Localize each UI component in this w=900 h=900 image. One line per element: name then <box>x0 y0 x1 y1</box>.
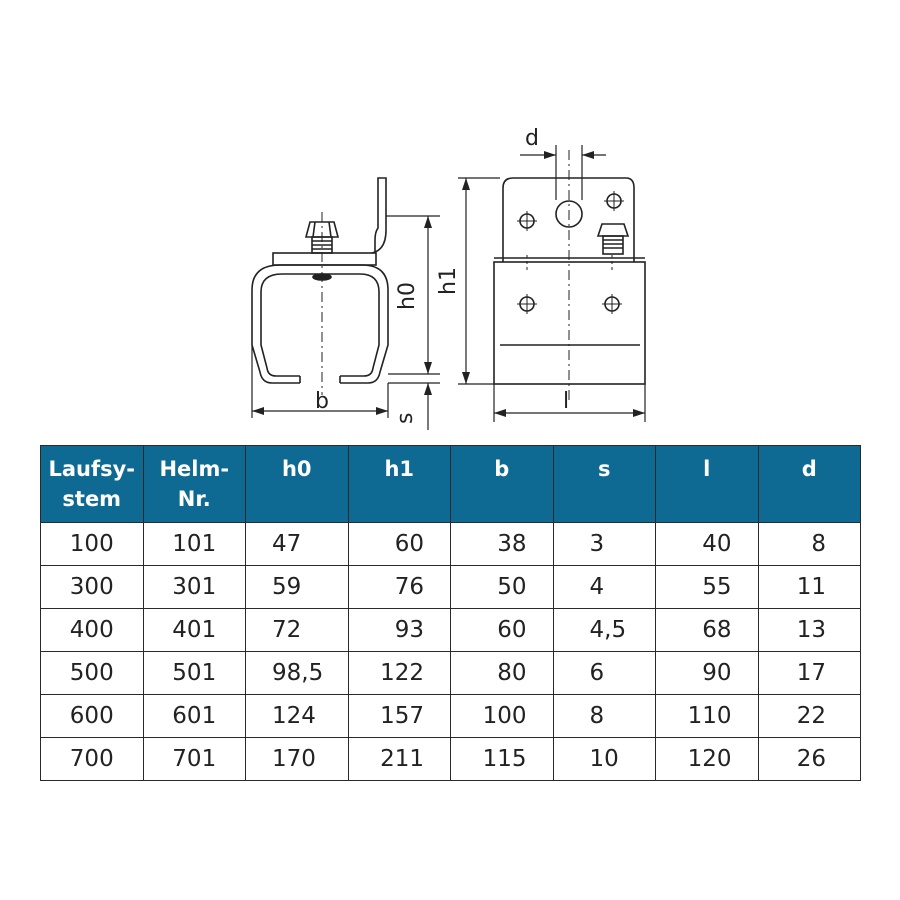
table-row <box>41 609 861 652</box>
header-h0: h0 <box>246 446 349 523</box>
table-row <box>41 695 861 738</box>
table-cell: 110 <box>656 695 759 738</box>
table-cell: 47 <box>246 523 349 566</box>
header-d: d <box>758 446 861 523</box>
table-cell: 8 <box>553 695 656 738</box>
table-cell: 501 <box>143 652 246 695</box>
table-cell: 301 <box>143 566 246 609</box>
side-view <box>494 150 645 400</box>
table-cell: 93 <box>348 609 451 652</box>
table-cell: 8 <box>758 523 861 566</box>
table-row <box>41 652 861 695</box>
header-h1: h1 <box>348 446 451 523</box>
label-h0: h0 <box>395 282 420 310</box>
table-cell: 60 <box>451 609 554 652</box>
table-row <box>41 738 861 781</box>
table-cell: 124 <box>246 695 349 738</box>
table-cell: 68 <box>656 609 759 652</box>
table-cell: 11 <box>758 566 861 609</box>
table-cell: 76 <box>348 566 451 609</box>
table-cell: 115 <box>451 738 554 781</box>
table-cell: 13 <box>758 609 861 652</box>
table-cell: 4 <box>553 566 656 609</box>
table-cell: 120 <box>656 738 759 781</box>
table-cell: 38 <box>451 523 554 566</box>
table-cell: 72 <box>246 609 349 652</box>
header-b: b <box>451 446 554 523</box>
table-cell: 101 <box>143 523 246 566</box>
header-helm-nr: Helm- Nr. <box>143 446 246 523</box>
table-cell: 55 <box>656 566 759 609</box>
table-cell: 401 <box>143 609 246 652</box>
table-cell: 701 <box>143 738 246 781</box>
table-cell: 10 <box>553 738 656 781</box>
table-cell: 601 <box>143 695 246 738</box>
label-l: l <box>563 389 570 414</box>
header-laufsystem: Laufsy- stem <box>41 446 144 523</box>
table-cell: 100 <box>451 695 554 738</box>
label-d: d <box>525 126 539 151</box>
dimension-table <box>40 445 861 781</box>
table-cell: 100 <box>41 523 144 566</box>
table-cell: 40 <box>656 523 759 566</box>
table-row <box>41 523 861 566</box>
table-cell: 60 <box>348 523 451 566</box>
table-cell: 400 <box>41 609 144 652</box>
table-cell: 600 <box>41 695 144 738</box>
table-cell: 50 <box>451 566 554 609</box>
table-cell: 4,5 <box>553 609 656 652</box>
table-cell: 157 <box>348 695 451 738</box>
table-cell: 26 <box>758 738 861 781</box>
table-cell: 3 <box>553 523 656 566</box>
table-cell: 500 <box>41 652 144 695</box>
table-cell: 59 <box>246 566 349 609</box>
table-cell: 211 <box>348 738 451 781</box>
table-cell: 700 <box>41 738 144 781</box>
label-s: s <box>393 412 418 424</box>
table-cell: 170 <box>246 738 349 781</box>
table-cell: 300 <box>41 566 144 609</box>
header-l: l <box>656 446 759 523</box>
table-cell: 122 <box>348 652 451 695</box>
table-cell: 6 <box>553 652 656 695</box>
front-view <box>252 178 388 395</box>
table-cell: 80 <box>451 652 554 695</box>
table-cell: 90 <box>656 652 759 695</box>
table-header-row <box>41 446 861 523</box>
header-s: s <box>553 446 656 523</box>
label-b: b <box>315 389 329 414</box>
label-h1: h1 <box>436 267 461 295</box>
table-cell: 98,5 <box>246 652 349 695</box>
technical-drawing <box>0 0 900 440</box>
table-row <box>41 566 861 609</box>
table-cell: 17 <box>758 652 861 695</box>
table-cell: 22 <box>758 695 861 738</box>
